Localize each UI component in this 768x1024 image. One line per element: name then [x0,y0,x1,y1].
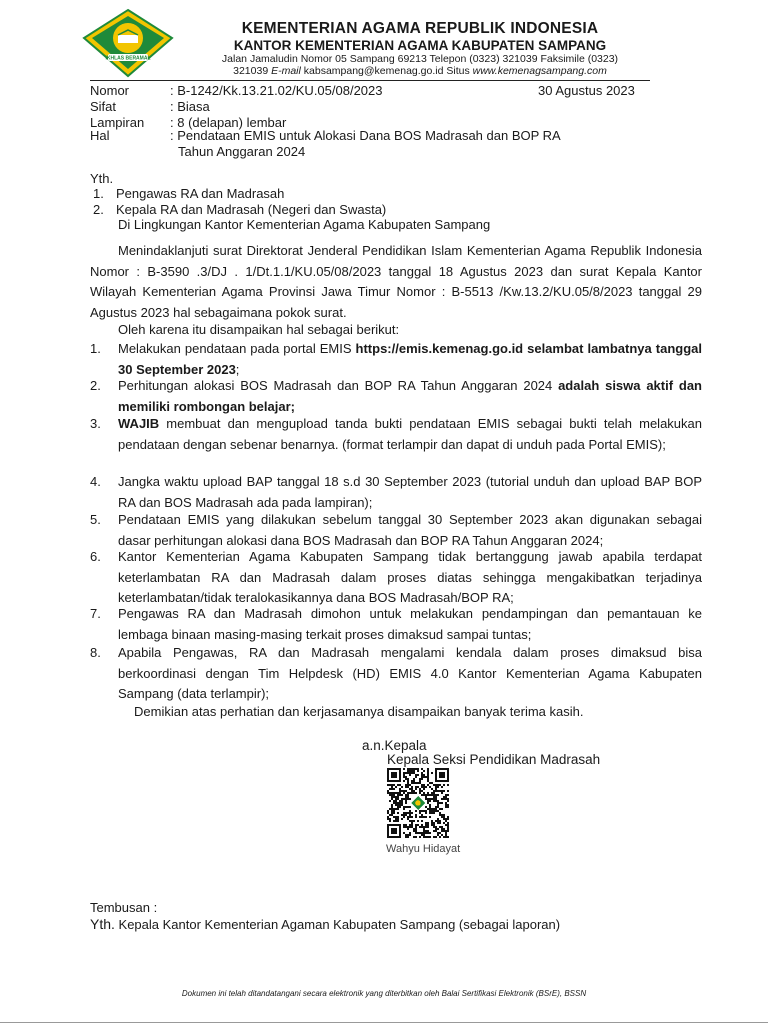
signatory-name: Wahyu Hidayat [386,843,461,855]
list-item-text: Apabila Pengawas, RA dan Madrasah mengalami kendala dalam proses dimaksud bisa berkoordinasi dengan Tim Helpdesk (HD) EMIS 4.0 Kantor Kementerian Agama Kabupaten Sampang (data terlampir); [118,645,702,701]
cc-label: Tembusan : [90,900,158,915]
nomor-value: : B-1242/Kk.13.21.02/KU.05/08/2023 [170,83,383,98]
list-item-num: 2. [90,378,101,393]
recipient-2: Kepala RA dan Madrasah (Negeri dan Swasta) [116,202,387,217]
list-item-num: 6. [90,549,101,564]
list-item-bold: adalah siswa aktif dan memiliki rombongan belajar; [118,378,702,414]
office-title: KANTOR KEMENTERIAN AGAMA KABUPATEN SAMPANG [233,38,607,53]
list-item-num: 5. [90,512,101,527]
list-item-bold: WAJIB [118,416,160,431]
office-address: Jalan Jamaludin Nomor 05 Sampang 69213 Telepon (0323) 321039 Faksimile (0323) [221,53,619,65]
ministry-title: KEMENTERIAN AGAMA REPUBLIK INDONESIA [241,20,599,37]
list-item [90,376,702,417]
list-item-num: 8. [90,645,101,660]
recipient-location: Di Lingkungan Kantor Kementerian Agama Kabupaten Sampang [118,217,491,232]
list-item [90,604,702,645]
list-item-num: 3. [90,416,101,431]
lampiran-label: Lampiran [90,115,145,130]
list-item-text-end: membuat dan mengupload tanda bukti pendataan EMIS sebagai bukti telah melakukan pendataan dengan sebenar benarnya. (format terlampir dan dapat di unduh pada Portal EMIS); [118,416,702,452]
page-bottom-border [0,1022,768,1023]
list-item-num: 1. [90,341,101,356]
lead-sentence: Oleh karena itu disampaikan hal sebagai berikut: [118,322,400,337]
recipient-1-num: 1. [93,186,104,201]
nomor-label: Nomor [90,83,130,98]
qr-center-dot [415,800,421,806]
list-item-text-end: ; [235,361,240,377]
list-item-text: Pengawas RA dan Madrasah dimohon untuk melakukan pendampingan dan pemantauan ke lembaga binaan masing-masing terkait proses dimaksud sampai tuntas; [118,606,702,642]
list-item-text: Kantor Kementerian Agama Kabupaten Sampang tidak bertanggung jawab apabila terdapat keterlambatan RA dan Madrasah dalam proses diatas sehingga mengakibatkan terjadinya keterlambatan/tidak teralokasikannya dana BOS Madrasah/BOP RA; [118,549,702,605]
logo-motto: IKHLAS BERAMAL [105,55,151,62]
list-item-bold: https://emis.kemenag.go.id selambat lambatnya tanggal 30 September 2023 [118,341,702,377]
list-item-text: Pendataan EMIS yang dilakukan sebelum tanggal 30 September 2023 akan digunakan sebagai dasar perhitungan alokasi dana BOS Madrasah dan BOP RA Tahun Anggaran 2024; [118,512,702,548]
sifat-value: : Biasa [170,99,210,114]
closing-sentence: Demikian atas perhatian dan kerjasamanya disampaikan banyak terima kasih. [134,704,584,719]
ministry-logo [80,8,176,78]
email-label: E-mail [271,65,301,77]
list-item [90,339,702,380]
email-address: kabsampang@kemenag.go.id Situs [300,65,473,77]
yth-label: Yth. [90,171,114,186]
list-item [90,472,702,513]
list-item [90,510,702,551]
list-item-num: 7. [90,606,101,621]
hal-label: Hal [90,128,110,143]
recipient-1: Pengawas RA dan Madrasah [116,186,285,201]
office-contact [200,65,640,77]
lampiran-value: : 8 (delapan) lembar [170,115,287,130]
sifat-label: Sifat [90,99,117,114]
list-item-text: Perhitungan alokasi BOS Madrasah dan BOP RA Tahun Anggaran 2024 [118,378,559,393]
recipient-2-num: 2. [93,202,104,217]
intro-paragraph: Menindaklanjuti surat Direktorat Jenderal Pendidikan Islam Kementerian Agama Republik Indonesia Nomor : B-3590 .3/DJ . 1/Dt.1.1/KU.05/08/2023 tanggal 18 Agustus 2023 dan surat Kepala Kantor Wilayah Kementerian Agama Provinsi Jawa Timur Nomor : B-5513 /Kw.13.2/KU.05/8/2023 tanggal 29 Agustus 2023 hal sebagaimana pokok surat. [90,243,702,320]
website-link[interactable]: www.kemenagsampang.com [472,65,607,77]
signature-on-behalf: a.n.Kepala [362,738,427,753]
list-item [90,414,702,455]
list-item-num: 4. [90,474,101,489]
hal-value: : Pendataan EMIS untuk Alokasi Dana BOS Madrasah dan BOP RA [170,128,561,143]
hal-value-cont: Tahun Anggaran 2024 [178,144,306,159]
header-divider [90,80,650,81]
cc-yth: Yth. [90,916,115,932]
cc-line [90,916,560,932]
list-item [90,547,702,609]
contact-prefix: 321039 [233,65,272,77]
letter-date: 30 Agustus 2023 [538,83,635,98]
list-item [90,643,702,705]
signature-position: Kepala Seksi Pendidikan Madrasah [387,752,601,767]
qr-code [387,768,449,838]
list-item-text: Jangka waktu upload BAP tanggal 18 s.d 30 September 2023 (tutorial unduh dan upload BAP BOP RA dan BOS Madrasah ada pada lampiran); [118,474,702,510]
list-item-text: Melakukan pendataan pada portal EMIS [118,341,356,356]
cc-text: Kepala Kantor Kementerian Agaman Kabupaten Sampang (sebagai laporan) [114,917,561,932]
e-signature-note: Dokumen ini telah ditandatangani secara elektronik yang diterbitkan oleh Balai Sertifikasi Elektronik (BSrE), BSSN [181,989,587,998]
